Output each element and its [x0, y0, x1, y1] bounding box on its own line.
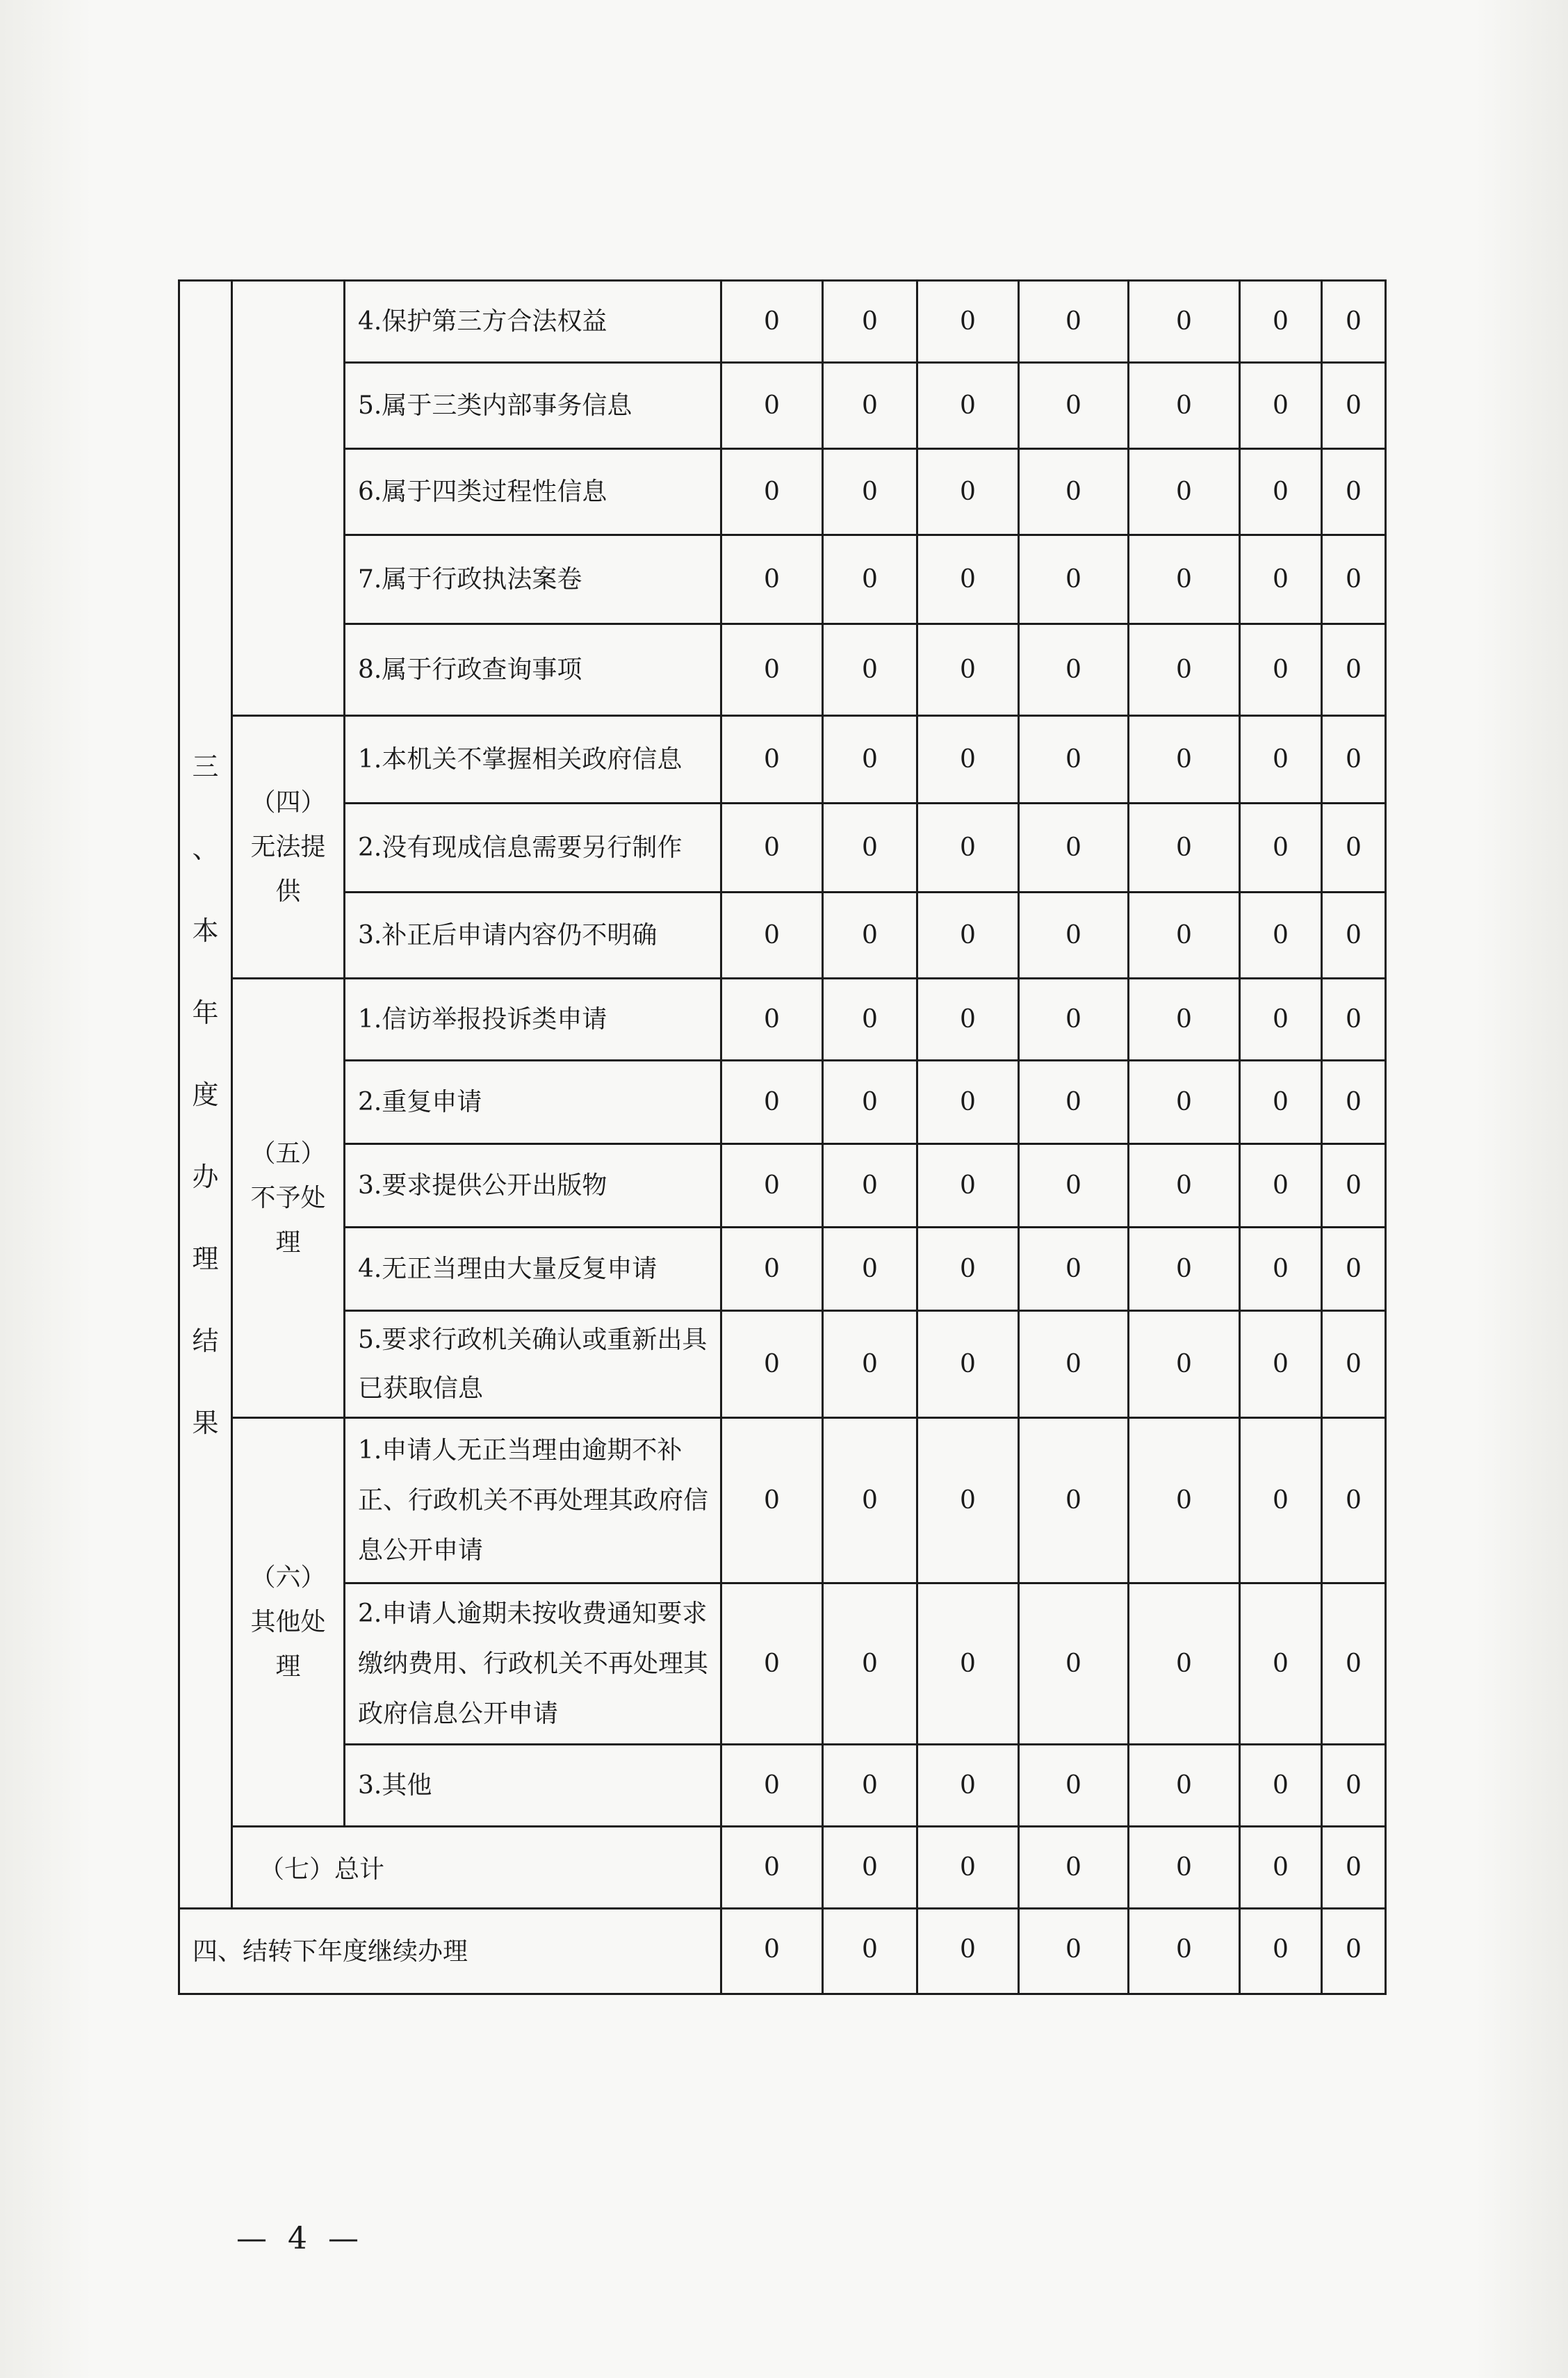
value-cell: 0	[1129, 1745, 1240, 1827]
value-cell: 0	[823, 1228, 917, 1311]
value-cell: 0	[1019, 893, 1129, 979]
value-cell: 0	[721, 363, 823, 449]
value-cell: 0	[917, 1061, 1019, 1144]
value-cell: 0	[721, 449, 823, 535]
value-cell: 0	[917, 893, 1019, 979]
value-cell: 0	[823, 1906, 917, 1994]
value-cell: 0	[1240, 449, 1322, 535]
value-cell: 0	[721, 1745, 823, 1827]
row-label: 5.属于三类内部事务信息	[345, 363, 721, 449]
value-cell: 0	[1129, 1583, 1240, 1745]
value-cell: 0	[1019, 804, 1129, 893]
carryover-table	[178, 1906, 1387, 1995]
value-cell: 0	[917, 1311, 1019, 1418]
group-six-label	[232, 1418, 345, 1827]
value-cell: 0	[917, 1228, 1019, 1311]
value-cell: 0	[917, 535, 1019, 624]
value-cell: 0	[1129, 535, 1240, 624]
value-cell: 0	[1129, 624, 1240, 716]
page-number: — 4 —	[236, 2221, 364, 2256]
row-label: 3.要求提供公开出版物	[345, 1144, 721, 1228]
value-cell: 0	[823, 449, 917, 535]
value-cell: 0	[823, 1583, 917, 1745]
group-five-label	[232, 979, 345, 1418]
value-cell: 0	[1322, 281, 1386, 363]
table-row	[179, 716, 1386, 804]
group-four-text: （四）无法提供	[250, 788, 326, 906]
value-cell: 0	[1322, 1144, 1386, 1228]
table-row	[179, 1144, 1386, 1228]
value-cell: 0	[1019, 1418, 1129, 1583]
value-cell: 0	[721, 1311, 823, 1418]
value-cell: 0	[1240, 1827, 1322, 1909]
table-row	[179, 1311, 1386, 1418]
row-label: 4.保护第三方合法权益	[345, 281, 721, 363]
value-cell: 0	[823, 1745, 917, 1827]
value-cell: 0	[1240, 281, 1322, 363]
row-label: 1.本机关不掌握相关政府信息	[345, 716, 721, 804]
value-cell: 0	[1019, 624, 1129, 716]
value-cell: 0	[1129, 1144, 1240, 1228]
value-cell: 0	[1322, 1906, 1386, 1994]
row-label: 2.申请人逾期未按收费通知要求缴纳费用、行政机关不再处理其政府信息公开申请	[345, 1583, 721, 1745]
section-char: 理	[192, 1243, 219, 1274]
value-cell: 0	[917, 1906, 1019, 1994]
row-label: 1.信访举报投诉类申请	[345, 979, 721, 1061]
value-cell: 0	[721, 1418, 823, 1583]
section-char: 办	[192, 1161, 219, 1192]
section-four-label: 四、结转下年度继续办理	[179, 1906, 721, 1994]
value-cell: 0	[1129, 893, 1240, 979]
table-row	[179, 281, 1386, 363]
value-cell: 0	[721, 893, 823, 979]
group-three-continued	[232, 281, 345, 716]
value-cell: 0	[917, 363, 1019, 449]
value-cell: 0	[1129, 1418, 1240, 1583]
row-label: 1.申请人无正当理由逾期不补正、行政机关不再处理其政府信息公开申请	[345, 1418, 721, 1583]
value-cell: 0	[721, 1906, 823, 1994]
value-cell: 0	[1019, 1311, 1129, 1418]
value-cell: 0	[1019, 1745, 1129, 1827]
disclosure-table	[178, 279, 1387, 1909]
value-cell: 0	[1240, 716, 1322, 804]
table-row	[179, 893, 1386, 979]
value-cell: 0	[1322, 1827, 1386, 1909]
value-cell: 0	[1240, 624, 1322, 716]
section-three-label	[179, 281, 232, 1909]
value-cell: 0	[917, 1745, 1019, 1827]
value-cell: 0	[1129, 1061, 1240, 1144]
value-cell: 0	[1129, 449, 1240, 535]
value-cell: 0	[823, 535, 917, 624]
value-cell: 0	[823, 1827, 917, 1909]
value-cell: 0	[823, 716, 917, 804]
value-cell: 0	[721, 1583, 823, 1745]
row-label: 3.其他	[345, 1745, 721, 1827]
value-cell: 0	[1240, 804, 1322, 893]
value-cell: 0	[1019, 716, 1129, 804]
value-cell: 0	[917, 804, 1019, 893]
value-cell: 0	[1322, 1745, 1386, 1827]
value-cell: 0	[1240, 1311, 1322, 1418]
value-cell: 0	[721, 716, 823, 804]
value-cell: 0	[1129, 1228, 1240, 1311]
row-label: 3.补正后申请内容仍不明确	[345, 893, 721, 979]
value-cell: 0	[721, 535, 823, 624]
value-cell: 0	[917, 716, 1019, 804]
value-cell: 0	[1322, 804, 1386, 893]
value-cell: 0	[823, 363, 917, 449]
row-label: 2.重复申请	[345, 1061, 721, 1144]
section-char: 结	[192, 1325, 219, 1356]
value-cell: 0	[1129, 804, 1240, 893]
value-cell: 0	[823, 979, 917, 1061]
table-row	[179, 1583, 1386, 1745]
value-cell: 0	[1129, 281, 1240, 363]
table-row	[179, 1228, 1386, 1311]
value-cell: 0	[1019, 1061, 1129, 1144]
table-row	[179, 363, 1386, 449]
value-cell: 0	[1019, 1228, 1129, 1311]
value-cell: 0	[721, 1228, 823, 1311]
value-cell: 0	[1322, 716, 1386, 804]
table-row	[179, 1906, 1386, 1994]
value-cell: 0	[917, 1583, 1019, 1745]
value-cell: 0	[823, 1061, 917, 1144]
value-cell: 0	[1322, 624, 1386, 716]
value-cell: 0	[917, 281, 1019, 363]
group-five-text: （五）不予处理	[250, 1139, 326, 1257]
row-label: 7.属于行政执法案卷	[345, 535, 721, 624]
table-row	[179, 624, 1386, 716]
value-cell: 0	[1240, 893, 1322, 979]
section-char: 本	[192, 915, 219, 946]
value-cell: 0	[1322, 449, 1386, 535]
value-cell: 0	[1129, 1827, 1240, 1909]
value-cell: 0	[917, 1827, 1019, 1909]
group-six-text: （六）其他处理	[250, 1563, 326, 1681]
value-cell: 0	[1322, 1583, 1386, 1745]
value-cell: 0	[721, 804, 823, 893]
value-cell: 0	[1240, 363, 1322, 449]
value-cell: 0	[1240, 1144, 1322, 1228]
value-cell: 0	[1019, 1906, 1129, 1994]
value-cell: 0	[721, 1061, 823, 1144]
value-cell: 0	[1240, 1418, 1322, 1583]
value-cell: 0	[823, 624, 917, 716]
value-cell: 0	[1240, 1906, 1322, 1994]
value-cell: 0	[1129, 716, 1240, 804]
value-cell: 0	[1322, 893, 1386, 979]
row-label: 5.要求行政机关确认或重新出具已获取信息	[345, 1311, 721, 1418]
value-cell: 0	[1129, 1311, 1240, 1418]
table-row	[179, 1061, 1386, 1144]
total-label: （七）总计	[232, 1827, 721, 1909]
value-cell: 0	[1019, 281, 1129, 363]
section-char: 果	[192, 1407, 219, 1438]
row-label: 4.无正当理由大量反复申请	[345, 1228, 721, 1311]
section-char: 度	[192, 1079, 219, 1110]
value-cell: 0	[1019, 363, 1129, 449]
group-four-label	[232, 716, 345, 979]
value-cell: 0	[721, 1827, 823, 1909]
value-cell: 0	[917, 624, 1019, 716]
value-cell: 0	[721, 624, 823, 716]
value-cell: 0	[1240, 979, 1322, 1061]
table-row	[179, 1745, 1386, 1827]
value-cell: 0	[1322, 1418, 1386, 1583]
value-cell: 0	[1129, 1906, 1240, 1994]
value-cell: 0	[1240, 535, 1322, 624]
section-char: 、	[192, 833, 219, 864]
value-cell: 0	[1019, 1144, 1129, 1228]
value-cell: 0	[1322, 363, 1386, 449]
table-row	[179, 804, 1386, 893]
value-cell: 0	[1129, 363, 1240, 449]
value-cell: 0	[823, 1311, 917, 1418]
value-cell: 0	[1322, 979, 1386, 1061]
value-cell: 0	[917, 449, 1019, 535]
value-cell: 0	[1240, 1228, 1322, 1311]
value-cell: 0	[1019, 1827, 1129, 1909]
value-cell: 0	[1019, 449, 1129, 535]
value-cell: 0	[823, 804, 917, 893]
value-cell: 0	[1019, 535, 1129, 624]
table-row	[179, 1418, 1386, 1583]
value-cell: 0	[1240, 1061, 1322, 1144]
value-cell: 0	[823, 1144, 917, 1228]
value-cell: 0	[721, 1144, 823, 1228]
value-cell: 0	[721, 281, 823, 363]
value-cell: 0	[1322, 535, 1386, 624]
value-cell: 0	[1322, 1311, 1386, 1418]
value-cell: 0	[823, 281, 917, 363]
table-row	[179, 1827, 1386, 1909]
value-cell: 0	[823, 1418, 917, 1583]
value-cell: 0	[1129, 979, 1240, 1061]
value-cell: 0	[721, 979, 823, 1061]
value-cell: 0	[917, 979, 1019, 1061]
value-cell: 0	[1322, 1061, 1386, 1144]
table-row	[179, 979, 1386, 1061]
section-char: 年	[192, 997, 219, 1028]
value-cell: 0	[1322, 1228, 1386, 1311]
section-char: 三	[192, 751, 219, 782]
value-cell: 0	[917, 1144, 1019, 1228]
value-cell: 0	[1240, 1583, 1322, 1745]
table-row	[179, 535, 1386, 624]
value-cell: 0	[1019, 979, 1129, 1061]
row-label: 8.属于行政查询事项	[345, 624, 721, 716]
value-cell: 0	[823, 893, 917, 979]
value-cell: 0	[1019, 1583, 1129, 1745]
row-label: 6.属于四类过程性信息	[345, 449, 721, 535]
table-row	[179, 449, 1386, 535]
row-label: 2.没有现成信息需要另行制作	[345, 804, 721, 893]
value-cell: 0	[917, 1418, 1019, 1583]
value-cell: 0	[1240, 1745, 1322, 1827]
